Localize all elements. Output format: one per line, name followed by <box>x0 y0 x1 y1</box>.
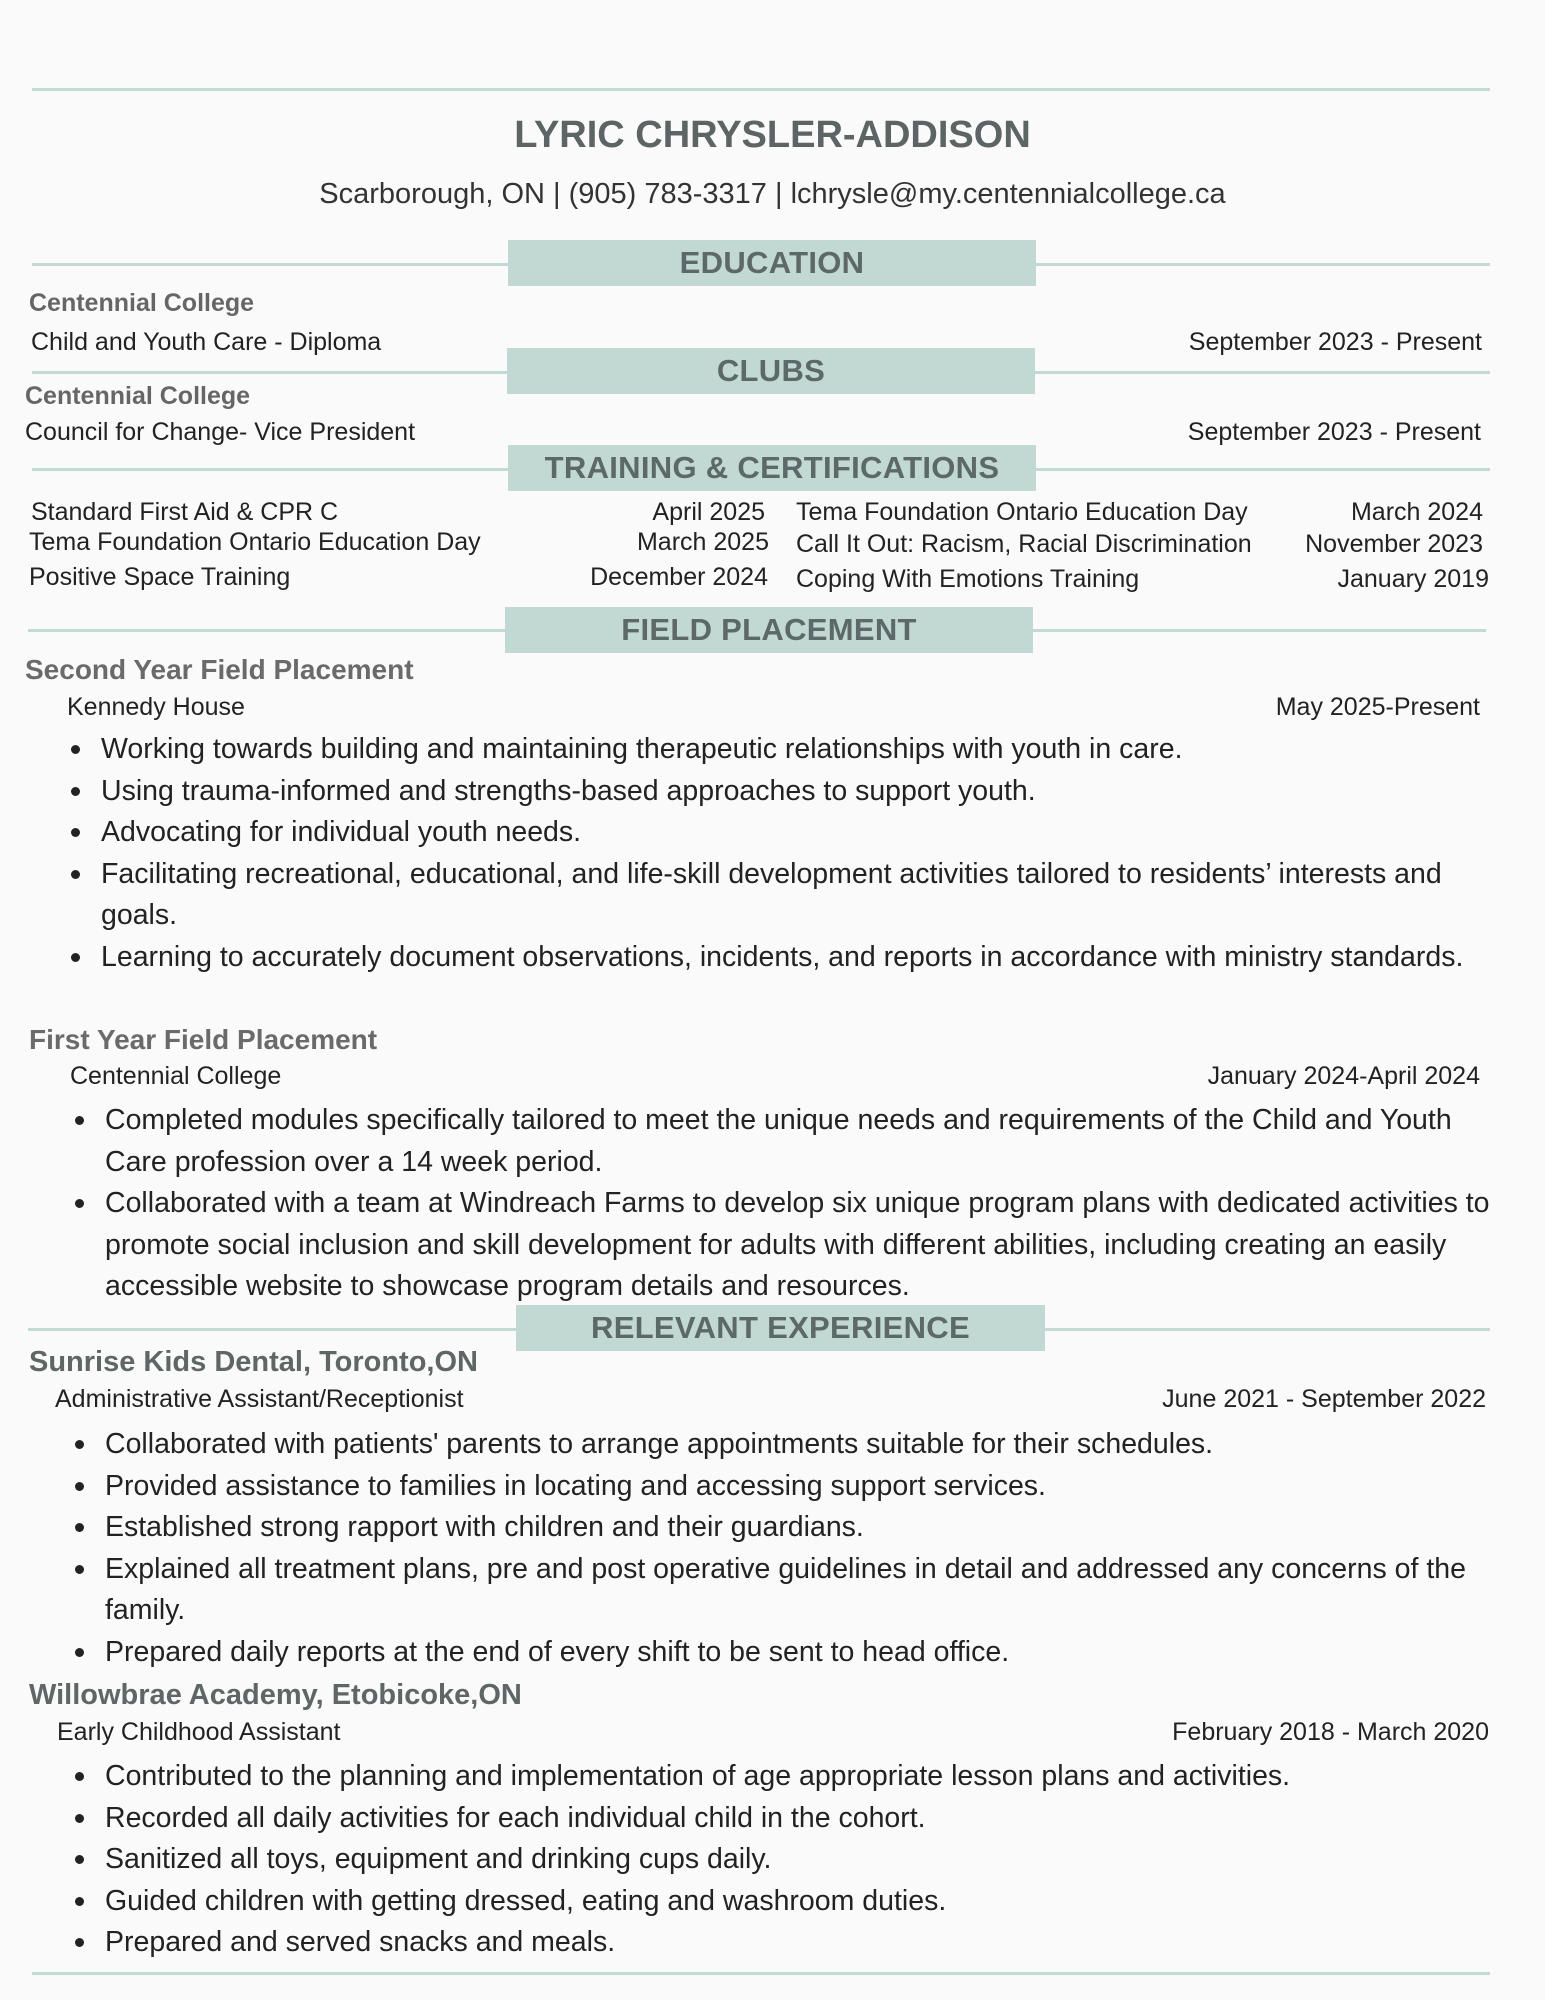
contact-line: Scarborough, ON | (905) 783-3317 | lchrysle@my.centennialcollege.ca <box>319 178 1226 210</box>
training-item-date: March 2024 <box>1350 498 1483 526</box>
clubs-dates: September 2023 - Present <box>1187 418 1481 446</box>
list-item: Completed modules specifically tailored to meet the unique needs and requirements of the Child and Youth Care profession over a 14 week period. <box>69 1100 1501 1183</box>
job-bullets <box>69 1424 1509 1673</box>
training-item-name: Tema Foundation Ontario Education Day <box>796 498 1248 526</box>
placement-org: Centennial College <box>70 1062 282 1090</box>
training-item-date: December 2024 <box>590 563 768 591</box>
training-item-date: January 2019 <box>1337 565 1489 593</box>
clubs-school: Centennial College <box>25 382 251 410</box>
list-item: Guided children with getting dressed, eating and washroom duties. <box>69 1881 1509 1923</box>
top-divider <box>32 88 1490 91</box>
training-item-date: April 2025 <box>652 498 765 526</box>
placement-bullets <box>65 729 1475 978</box>
training-item-date: March 2025 <box>636 528 769 556</box>
field-heading: FIELD PLACEMENT <box>505 607 1033 653</box>
training-item-name: Standard First Aid & CPR C <box>31 498 339 526</box>
list-item: Collaborated with patients' parents to arrange appointments suitable for their schedules. <box>69 1424 1509 1466</box>
training-item-name: Call It Out: Racism, Racial Discrimination <box>796 530 1252 558</box>
clubs-heading: CLUBS <box>507 348 1035 394</box>
job-bullets <box>69 1756 1509 1964</box>
list-item: Using trauma-informed and strengths-based approaches to support youth. <box>65 771 1475 813</box>
list-item: Collaborated with a team at Windreach Farms to develop six unique program plans with dedicated activities to promote social inclusion and skill development for adults with different abilities, including creating an easily accessible website to showcase program details and resources. <box>69 1183 1501 1308</box>
list-item: Established strong rapport with children and their guardians. <box>69 1507 1509 1549</box>
list-item: Recorded all daily activities for each individual child in the cohort. <box>69 1798 1509 1840</box>
training-item-date: November 2023 <box>1305 530 1483 558</box>
list-item: Prepared and served snacks and meals. <box>69 1922 1509 1964</box>
placement-dates: January 2024-April 2024 <box>1207 1062 1480 1090</box>
clubs-role: Council for Change- Vice President <box>25 418 416 446</box>
list-item: Sanitized all toys, equipment and drinking cups daily. <box>69 1839 1509 1881</box>
placement-title: First Year Field Placement <box>29 1024 378 1055</box>
education-heading: EDUCATION <box>508 240 1036 286</box>
candidate-name: LYRIC CHRYSLER-ADDISON <box>514 114 1031 156</box>
list-item: Provided assistance to families in locating and accessing support services. <box>69 1466 1509 1508</box>
job-dates: June 2021 - September 2022 <box>1162 1385 1486 1413</box>
training-item-name: Positive Space Training <box>29 563 291 591</box>
placement-bullets <box>69 1100 1501 1308</box>
job-role: Administrative Assistant/Receptionist <box>55 1385 464 1413</box>
list-item: Advocating for individual youth needs. <box>65 812 1475 854</box>
job-dates: February 2018 - March 2020 <box>1172 1718 1489 1746</box>
list-item: Explained all treatment plans, pre and post operative guidelines in detail and addressed any concerns of the family. <box>69 1549 1509 1632</box>
list-item: Contributed to the planning and implementation of age appropriate lesson plans and activities. <box>69 1756 1509 1798</box>
company-name: Willowbrae Academy, Etobicoke,ON <box>29 1679 522 1711</box>
education-school: Centennial College <box>29 289 255 317</box>
company-name: Sunrise Kids Dental, Toronto,ON <box>29 1346 478 1378</box>
list-item: Facilitating recreational, educational, and life-skill development activities tailored to residents’ interests and goals. <box>65 854 1475 937</box>
list-item: Working towards building and maintaining therapeutic relationships with youth in care. <box>65 729 1475 771</box>
placement-dates: May 2025-Present <box>1275 693 1480 721</box>
training-heading: TRAINING & CERTIFICATIONS <box>508 445 1036 491</box>
training-item-name: Coping With Emotions Training <box>796 565 1140 593</box>
training-item-name: Tema Foundation Ontario Education Day <box>29 528 481 556</box>
education-dates: September 2023 - Present <box>1188 328 1482 356</box>
education-program: Child and Youth Care - Diploma <box>31 328 382 356</box>
bottom-divider <box>32 1972 1490 1975</box>
list-item: Prepared daily reports at the end of every shift to be sent to head office. <box>69 1632 1509 1674</box>
list-item: Learning to accurately document observations, incidents, and reports in accordance with ministry standards. <box>65 937 1475 979</box>
experience-heading: RELEVANT EXPERIENCE <box>516 1305 1045 1351</box>
job-role: Early Childhood Assistant <box>57 1718 341 1746</box>
placement-title: Second Year Field Placement <box>25 654 414 685</box>
placement-org: Kennedy House <box>67 693 245 721</box>
